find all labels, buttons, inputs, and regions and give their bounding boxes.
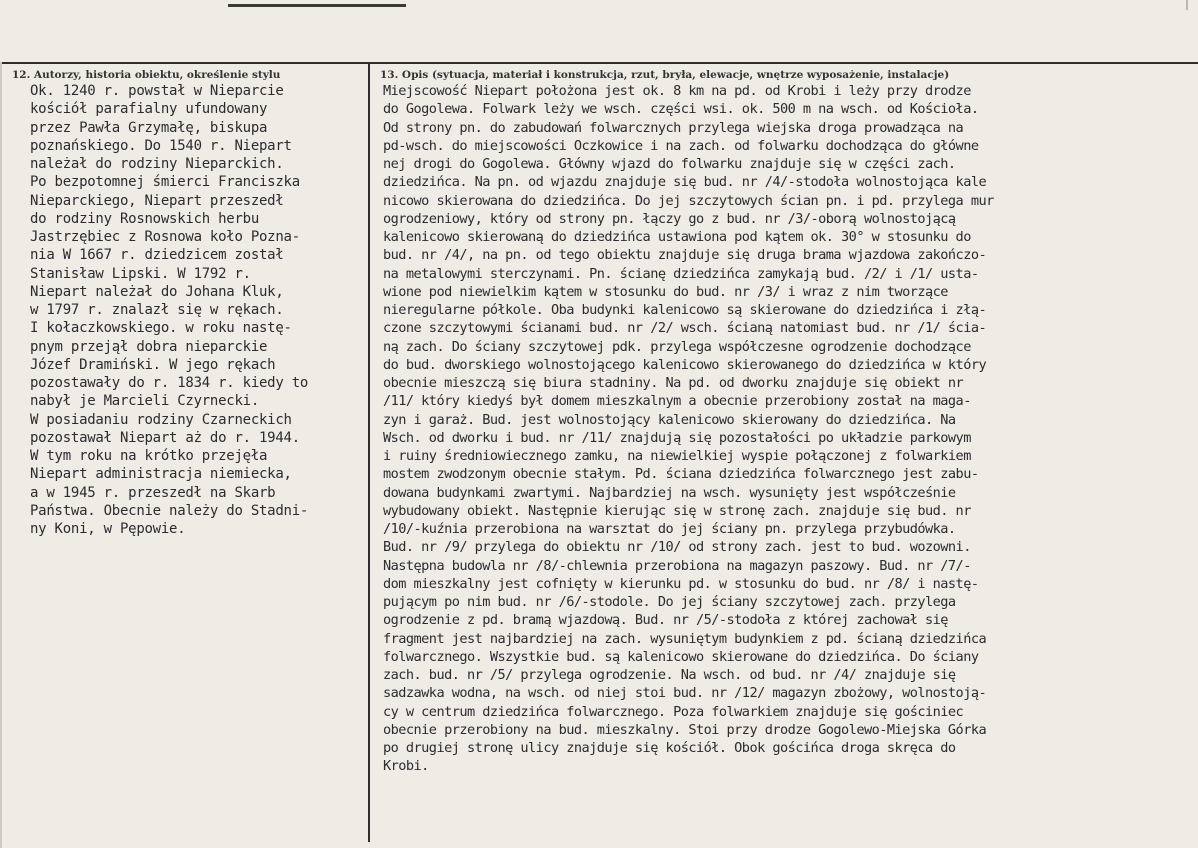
description-text-line: /11/ który kiedyś był domem mieszkalnym a obecnie przerobiony został na maga- [383,393,971,410]
history-text-line: Nieparckiego, Niepart przeszedł [30,192,284,209]
description-text-line: Następna budowla nr /8/-chlewnia przerobiona na magazyn paszowy. Bud. nr /7/- [383,557,971,574]
history-text-line: Niepart administracja niemiecka, [30,466,292,483]
description-text-line: zach. bud. nr /5/ przylega ogrodzenie. Na wsch. od bud. nr /4/ znajduje się [383,667,956,683]
history-text-line: Stanisław Lipski. W 1792 r. [30,265,251,282]
description-text-line: folwarcznego. Wszystkie bud. są kalenicowo skierowane do dziedzińca. Do ściany [383,648,979,665]
description-text-line: czone szczytowymi ścianami bud. nr /2/ wsch. ścianą natomiast bud. nr /1/ ścia- [383,320,987,337]
description-text-line: do Gogolewa. Folwark leży we wsch. części wsi. ok. 500 m na wsch. od Kościoła. [383,101,979,118]
description-text-line: ogrodzeniowy, który od strony pn. łączy go z bud. nr /3/-oborą wolnostojącą [383,210,956,227]
description-text-line: Miejscowość Niepart położona jest ok. 8 km na pd. od Krobi i leży przy drodze [383,83,971,99]
history-text-line: Jastrzębiec z Rosnowa koło Pozna- [30,229,300,245]
left-frame-line [0,62,2,848]
history-text-line: kościół parafialny ufundowany [30,101,268,118]
history-text-line: Ok. 1240 r. powstał w Nieparcie [30,83,284,99]
description-text-line: pującym po nim bud. nr /6/-stodole. Do jej ściany szczytowej zach. przylega [383,594,956,610]
description-text-line: Krobi. [383,758,429,775]
history-text-line: Po bezpotomnej śmierci Franciszka [30,174,300,191]
top-rule-line [228,4,406,7]
description-text-line: /10/-kuźnia przerobiona na warsztat do jej ściany pn. przylega przybudówka. [383,521,956,537]
history-text-line: pnym przejął dobra nieparckie [30,338,268,355]
history-text-line: ny Koni, w Pępowie. [30,521,186,537]
description-text-line: dom mieszkalny jest cofnięty w kierunku pd. w stosunku do bud. nr /8/ i nastę- [383,575,979,592]
history-text-line: W tym roku na krótko przejęła [30,448,268,464]
description-text-line: zyn i garaż. Bud. jest wolnostojący kalenicowo skierowany do dziedzińca. Na [383,411,956,428]
description-text-line: Wsch. od dworku i bud. nr /11/ znajdują się pozostałości po układzie parkowym [383,429,971,446]
description-text-line: mostem zwodzonym obecnie stałym. Pd. ściana dziedzińca folwarcznego jest zabu- [383,466,979,483]
edge-mark [1186,0,1188,10]
history-text-line: pozostawały do r. 1834 r. kiedy to [30,375,309,391]
column-divider [368,62,370,842]
history-text-column [30,82,368,538]
description-text-line: dowana budynkami zwartymi. Najbardziej na wsch. wysunięty jest współcześnie [383,484,956,501]
history-text-line: Państwa. Obecnie należy do Stadni- [30,502,309,519]
history-text-line: a w 1945 r. przeszedł na Skarb [30,484,276,501]
history-text-line: należał do rodziny Nieparckich. [30,156,284,172]
description-text-line: Bud. nr /9/ przylega do obiektu nr /10/ od strony zach. jest to bud. wozowni. [383,539,971,556]
description-text-line: sadzawka wodna, na wsch. od niej stoi bud. nr /12/ magazyn zbożowy, wolnostoją- [383,685,987,702]
history-text-line: W posiadaniu rodziny Czarneckich [30,411,292,428]
history-text-line: pozostawał Niepart aż do r. 1944. [30,429,300,446]
history-text-line: Niepart należał do Johana Kluk, [30,283,284,300]
description-text-line: kalenicowo skierowaną do dziedzińca ustawiona pod kątem ok. 30° w stosunku do [383,229,971,245]
description-text-column [383,82,1195,776]
description-text-line: po drugiej stronę ulicy znajduje się kościół. Obok gościńca droga skręca do [383,740,956,756]
history-text-line: poznańskiego. Do 1540 r. Niepart [30,137,292,154]
description-text-line: nieregularne półkole. Oba budynki kalenicowo są skierowane do dziedzińca i złą- [383,302,987,318]
description-text-line: do bud. dworskiego wolnostojącego kalenicowo skierowanego do dziedzińca w który [383,356,987,373]
description-text-line: pd-wsch. do miejscowości Oczkowice i na zach. od folwarku dochodząca do główne [383,137,979,154]
history-text-line: nia W 1667 r. dziedzicem został [30,247,284,264]
description-text-line: fragment jest najbardziej na zach. wysuniętym budynkiem z pd. ścianą dziedzińca [383,630,987,647]
history-text-line: nabył je Marcieli Czyrnecki. [30,393,260,410]
description-text-line: nej drogi do Gogolewa. Główny wjazd do folwarku znajduje się w części zach. [383,156,956,172]
description-text-line: dziedzińca. Na pn. od wjazdu znajduje się bud. nr /4/-stodoła wolnostojąca kale [383,174,987,191]
description-text-line: na metalowymi sterczynami. Pn. ścianę dziedzińca zamykają bud. /2/ i /1/ usta- [383,265,979,282]
description-text-line: wybudowany obiekt. Następnie kierując się w stronę zach. znajduje się bud. nr [383,502,971,519]
history-text-line: w 1797 r. znalazł się w rękach. [30,302,284,318]
description-text-line: cy w centrum dziedzińca folwarcznego. Poza folwarkiem znajduje się gościniec [383,703,964,720]
description-text-line: obecnie przerobiony na bud. mieszkalny. Stoi przy drodze Gogolewo-Miejska Górka [383,721,987,738]
section-12-header: 12. Autorzy, historia obiektu, określenie stylu [12,69,281,81]
history-text-line: do rodziny Rosnowskich herbu [30,210,260,227]
description-text-line: bud. nr /4/, na pn. od tego obiektu znajduje się druga brama wjazdowa zakończo- [383,247,987,264]
description-text-line: obecnie mieszczą się biura stadniny. Na pd. od dworku znajduje się obiekt nr [383,375,964,391]
description-text-line: wione pod niewielkim kątem w stosunku do bud. nr /3/ i wraz z nim tworzące [383,283,948,300]
description-text-line: Od strony pn. do zabudowań folwarcznych przylega wiejska droga prowadząca na [383,119,964,136]
description-text-line: ną zach. Do ściany szczytowej pdk. przylega współczesne ogrodzenie dochodzące [383,338,971,355]
history-text-line: Józef Dramiński. W jego rękach [30,356,276,373]
history-text-line: przez Pawła Grzymałę, biskupa [30,119,268,136]
description-text-line: ogrodzenie z pd. bramą wjazdową. Bud. nr /5/-stodoła z której zachował się [383,612,948,629]
section-13-header: 13. Opis (sytuacja, materiał i konstrukcja, rzut, bryła, elewacje, wnętrze wyposażenie, instalacje) [380,69,950,81]
description-text-line: i ruiny średniowiecznego zamku, na niewielkiej wyspie połączonej z folwarkiem [383,448,971,464]
table-top-border [0,62,1198,64]
description-text-line: nicowo skierowana do dziedzińca. Do jej szczytowych ścian pn. i pd. przylega mur [383,192,994,209]
history-text-line: I kołaczkowskiego. w roku nastę- [30,320,292,337]
